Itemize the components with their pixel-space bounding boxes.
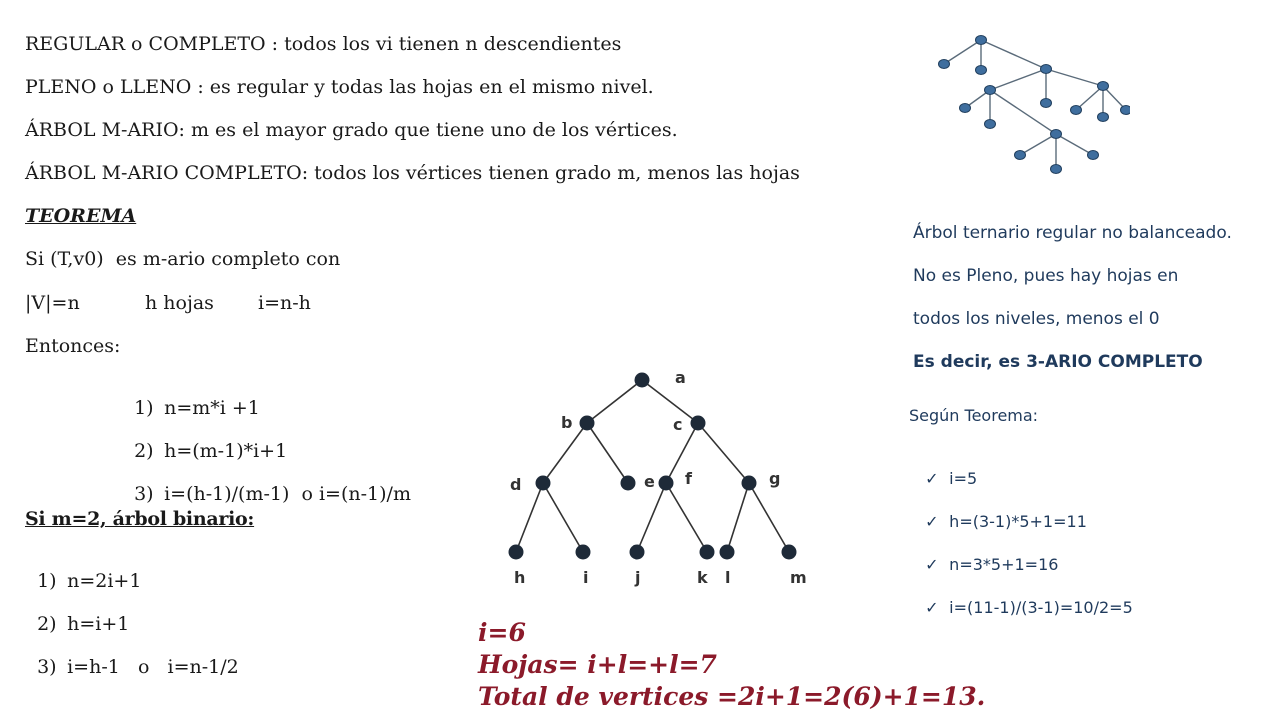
theorem-var-n: |V|=n xyxy=(25,292,80,314)
checklist-item-text: i=(11-1)/(3-1)=10/2=5 xyxy=(949,598,1133,617)
tree-edge xyxy=(637,483,666,552)
binary-tree-edges xyxy=(516,380,789,552)
definition-m-ario: ÁRBOL M-ARIO: m es el mayor grado que tiene uno de los vértices. xyxy=(25,119,678,141)
tree-edge xyxy=(543,483,583,552)
checklist-title: Según Teorema: xyxy=(909,406,1039,425)
node-label-g: g xyxy=(769,469,781,488)
definition-regular: REGULAR o COMPLETO : todos los vi tienen n descendientes xyxy=(25,33,622,55)
ternary-note-conclusion: Es decir, es 3-ARIO COMPLETO xyxy=(913,352,1203,372)
tree-node xyxy=(1071,106,1082,115)
binary-heading: Si m=2, árbol binario: xyxy=(25,508,255,530)
tree-node xyxy=(1121,106,1131,115)
checklist-item xyxy=(915,450,977,488)
tree-edge xyxy=(587,380,642,423)
tree-node xyxy=(630,545,645,560)
theorem-formula-1 xyxy=(122,380,260,418)
tree-edge xyxy=(543,423,587,483)
node-label-e: e xyxy=(644,472,655,491)
checklist-item-text: h=(3-1)*5+1=11 xyxy=(949,512,1087,531)
binary-tree-diagram xyxy=(495,360,825,595)
theorem-statement: Si (T,v0) es m-ario completo con xyxy=(25,248,341,270)
tree-node xyxy=(976,66,987,75)
tree-edge xyxy=(981,40,1046,69)
formula-text: n=m*i +1 xyxy=(164,397,260,419)
check-icon: ✓ xyxy=(925,555,939,574)
tree-node xyxy=(621,476,636,491)
node-label-b: b xyxy=(561,413,573,432)
node-label-m: m xyxy=(790,568,807,587)
formula-number: 1) xyxy=(134,397,154,419)
tree-edge xyxy=(1046,69,1103,86)
node-label-h: h xyxy=(514,568,526,587)
ternary-note-line-3: todos los niveles, menos el 0 xyxy=(913,309,1160,329)
formula-text: h=i+1 xyxy=(67,613,130,635)
ternary-note-line-1: Árbol ternario regular no balanceado. xyxy=(913,223,1232,243)
ternary-note-line-2: No es Pleno, pues hay hojas en xyxy=(913,266,1179,286)
tree-node xyxy=(509,545,524,560)
tree-node xyxy=(576,545,591,560)
tree-edge xyxy=(727,483,749,552)
handwritten-line-3: Total de vertices =2i+1=2(6)+1=13. xyxy=(478,682,986,711)
checklist-item xyxy=(915,493,1087,531)
tree-node xyxy=(720,545,735,560)
tree-edge xyxy=(1020,134,1056,155)
theorem-formula-2 xyxy=(122,423,287,461)
handwritten-line-1: i=6 xyxy=(478,618,526,647)
tree-node xyxy=(782,545,797,560)
check-icon: ✓ xyxy=(925,512,939,531)
tree-node xyxy=(580,416,595,431)
formula-text: n=2i+1 xyxy=(67,570,142,592)
node-label-d: d xyxy=(510,475,522,494)
binary-formula-3 xyxy=(25,639,239,677)
tree-node xyxy=(1051,130,1062,139)
formula-text: i=(h-1)/(m-1) o i=(n-1)/m xyxy=(164,483,411,505)
theorem-var-i: i=n-h xyxy=(258,292,311,314)
binary-formula-1 xyxy=(25,553,141,591)
tree-node xyxy=(1088,151,1099,160)
formula-text: h=(m-1)*i+1 xyxy=(164,440,288,462)
tree-node xyxy=(1098,113,1109,122)
node-label-i: i xyxy=(583,568,589,587)
node-label-j: j xyxy=(635,568,641,587)
node-label-c: c xyxy=(673,415,683,434)
tree-node xyxy=(1098,82,1109,91)
theorem-heading: TEOREMA xyxy=(25,205,137,227)
tree-node xyxy=(985,86,996,95)
binary-tree-labels xyxy=(510,368,807,587)
tree-edge xyxy=(944,40,981,64)
tree-edge xyxy=(666,483,707,552)
tree-node xyxy=(939,60,950,69)
tree-node xyxy=(742,476,757,491)
handwritten-line-2: Hojas= i+l=+l=7 xyxy=(478,650,717,679)
binary-formula-2 xyxy=(25,596,129,634)
formula-number: 3) xyxy=(134,483,154,505)
tree-node xyxy=(1015,151,1026,160)
theorem-formula-3 xyxy=(122,466,411,504)
tree-node xyxy=(1041,99,1052,108)
formula-text: i=h-1 o i=n-1/2 xyxy=(67,656,239,678)
formula-number: 1) xyxy=(37,570,57,592)
tree-node xyxy=(536,476,551,491)
definition-pleno: PLENO o LLENO : es regular y todas las hojas en el mismo nivel. xyxy=(25,76,654,98)
tree-node xyxy=(691,416,706,431)
tree-node xyxy=(635,373,650,388)
definition-m-ario-completo: ÁRBOL M-ARIO COMPLETO: todos los vértices tienen grado m, menos las hojas xyxy=(25,162,800,184)
tree-edge xyxy=(642,380,698,423)
tree-node xyxy=(659,476,674,491)
check-icon: ✓ xyxy=(925,598,939,617)
checklist-item xyxy=(915,579,1133,617)
node-label-a: a xyxy=(675,368,686,387)
check-icon: ✓ xyxy=(925,469,939,488)
checklist-item xyxy=(915,536,1058,574)
ternary-tree-diagram xyxy=(930,30,1130,180)
binary-tree-nodes xyxy=(509,373,797,560)
tree-node xyxy=(960,104,971,113)
ternary-tree-nodes xyxy=(939,36,1131,174)
tree-edge xyxy=(749,483,789,552)
formula-number: 3) xyxy=(37,656,57,678)
tree-edge xyxy=(587,423,628,483)
tree-node xyxy=(1051,165,1062,174)
formula-number: 2) xyxy=(134,440,154,462)
tree-edge xyxy=(990,69,1046,90)
formula-number: 2) xyxy=(37,613,57,635)
ternary-tree-edges xyxy=(944,40,1126,169)
node-label-l: l xyxy=(725,568,731,587)
node-label-k: k xyxy=(697,568,708,587)
tree-node xyxy=(985,120,996,129)
checklist-item-text: n=3*5+1=16 xyxy=(949,555,1059,574)
tree-node xyxy=(1041,65,1052,74)
theorem-var-h: h hojas xyxy=(145,292,214,314)
tree-node xyxy=(700,545,715,560)
theorem-then: Entonces: xyxy=(25,335,121,357)
node-label-f: f xyxy=(685,469,692,488)
tree-edge xyxy=(698,423,749,483)
tree-node xyxy=(976,36,987,45)
checklist-item-text: i=5 xyxy=(949,469,978,488)
tree-edge xyxy=(1056,134,1093,155)
